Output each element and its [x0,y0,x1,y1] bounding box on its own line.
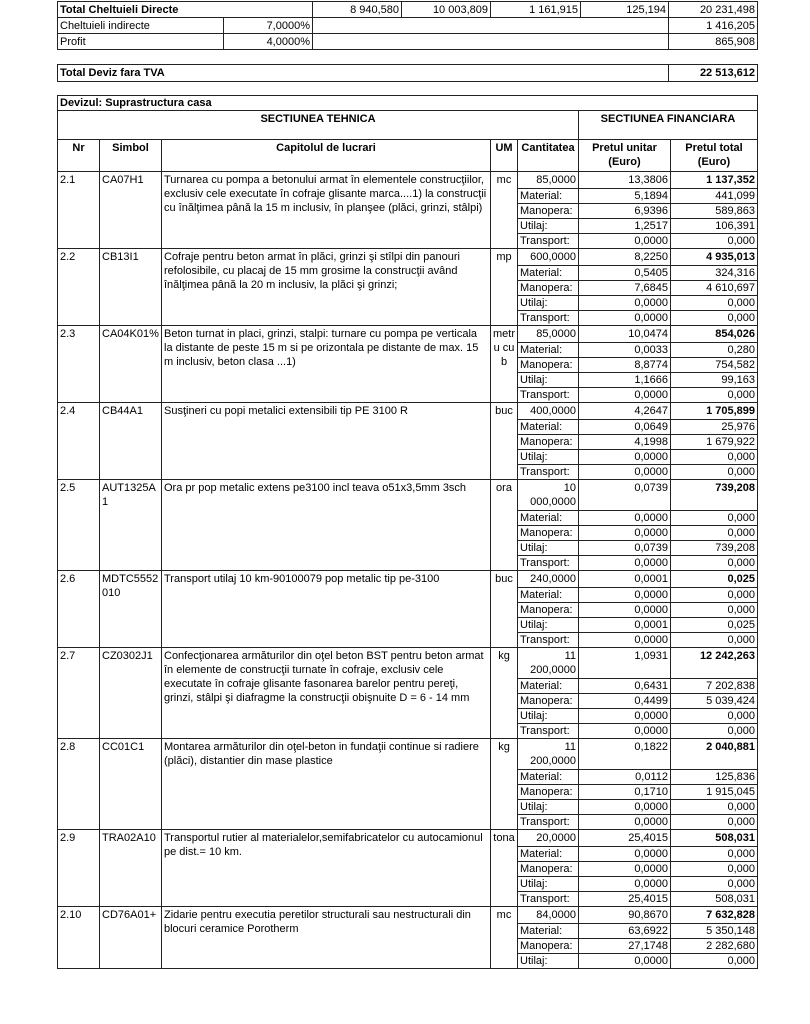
item-simbol: CB13I1 [100,249,162,326]
total-direct-value: 8 940,580 [313,2,402,18]
cost-total-price: 25,976 [671,420,758,435]
cost-type-label: Transport: [518,234,579,249]
item-pret-unitar: 10,0474 [579,326,671,343]
cost-unit-price: 6,9396 [579,204,671,219]
item-simbol: CZ0302J1 [100,648,162,739]
item-cantitate: 600,0000 [518,249,579,266]
item-pret-unitar: 13,3806 [579,172,671,189]
item-capitol: Montarea armăturilor din oţel-beton in fundaţii continue si radiere (plăci), distantier din mase plastice [162,739,491,830]
item-capitol: Confecţionarea armăturilor din oţel beton BST pentru beton armat în elemente de construcţii turnate în cofraje, exclusiv cele executate în cofraje glisante fasonarea barelor pentru pereţi, grinzi, stâlpi şi diafragme la construcţii obişnuite D = 6 - 14 mm [162,648,491,739]
cost-type-label: Transport: [518,892,579,907]
item-pret-total: 1 705,899 [671,403,758,420]
cost-unit-price: 0,0000 [579,603,671,618]
cost-type-label: Manopera: [518,435,579,450]
item-nr: 2.3 [58,326,100,403]
item-um: metru cub [491,326,518,403]
cost-type-label: Material: [518,588,579,603]
cost-type-label: Transport: [518,465,579,480]
cost-total-price: 0,000 [671,526,758,541]
item-pret-total: 12 242,263 [671,648,758,679]
cost-type-label: Transport: [518,815,579,830]
cost-total-price: 0,000 [671,296,758,311]
section-row [58,111,758,140]
cost-type-label: Manopera: [518,526,579,541]
cost-total-price: 106,391 [671,219,758,234]
cost-type-label: Utilaj: [518,709,579,724]
profit-value: 865,908 [669,34,758,50]
cost-total-price: 0,000 [671,847,758,862]
item-um: buc [491,403,518,480]
item-pret-unitar: 1,0931 [579,648,671,679]
cost-type-label: Manopera: [518,862,579,877]
item-pret-unitar: 0,1822 [579,739,671,770]
cost-type-label: Utilaj: [518,373,579,388]
cost-total-price: 508,031 [671,892,758,907]
cost-total-price: 4 610,697 [671,281,758,296]
item-pret-total: 1 137,352 [671,172,758,189]
item-nr: 2.7 [58,648,100,739]
item-pret-total: 2 040,881 [671,739,758,770]
item-row [58,172,758,189]
cost-total-price: 0,000 [671,800,758,815]
item-pret-unitar: 8,2250 [579,249,671,266]
cost-total-price: 5 350,148 [671,924,758,939]
cost-total-price: 0,000 [671,709,758,724]
profit-percent: 4,0000% [224,34,313,50]
cost-unit-price: 0,6431 [579,679,671,694]
total-direct-total: 20 231,498 [669,2,758,18]
cost-type-label: Material: [518,266,579,281]
item-nr: 2.2 [58,249,100,326]
cost-type-label: Material: [518,924,579,939]
cost-unit-price: 1,1666 [579,373,671,388]
cost-unit-price: 0,0000 [579,588,671,603]
empty-cell [313,34,669,50]
total-direct-value: 125,194 [581,2,669,18]
item-nr: 2.4 [58,403,100,480]
cost-total-price: 0,000 [671,815,758,830]
item-pret-unitar: 90,8670 [579,907,671,924]
cost-type-label: Utilaj: [518,800,579,815]
item-um: kg [491,739,518,830]
item-capitol: Susţineri cu popi metalici extensibili tip PE 3100 R [162,403,491,480]
cost-unit-price: 0,0739 [579,541,671,556]
cost-total-price: 441,099 [671,189,758,204]
cost-type-label: Utilaj: [518,541,579,556]
cost-total-price: 0,000 [671,724,758,739]
item-pret-unitar: 4,2647 [579,403,671,420]
cost-type-label: Manopera: [518,785,579,800]
cost-unit-price: 0,0000 [579,388,671,403]
item-row [58,907,758,924]
cost-unit-price: 0,0000 [579,847,671,862]
profit-row [58,34,758,50]
item-um: ora [491,480,518,571]
deviz-title: Devizul: Suprastructura casa [58,96,758,111]
col-pret-total: Pretul total (Euro) [671,140,758,172]
item-cantitate: 11 200,0000 [518,648,579,679]
cost-total-price: 0,000 [671,588,758,603]
cost-total-price: 125,836 [671,770,758,785]
deviz-items [58,172,758,969]
cost-unit-price: 0,0000 [579,709,671,724]
item-pret-unitar: 0,0001 [579,571,671,588]
item-um: tona [491,830,518,907]
col-capitol: Capitolul de lucrari [162,140,491,172]
cost-type-label: Utilaj: [518,219,579,234]
cost-type-label: Utilaj: [518,954,579,969]
col-um: UM [491,140,518,172]
cost-type-label: Material: [518,679,579,694]
cost-type-label: Material: [518,770,579,785]
cost-total-price: 5 039,424 [671,694,758,709]
item-pret-unitar: 0,0739 [579,480,671,511]
cost-type-label: Transport: [518,724,579,739]
cost-total-price: 0,000 [671,877,758,892]
item-cantitate: 85,0000 [518,326,579,343]
cost-unit-price: 0,0000 [579,862,671,877]
item-pret-unitar: 25,4015 [579,830,671,847]
item-nr: 2.8 [58,739,100,830]
cost-unit-price: 0,0000 [579,633,671,648]
cost-type-label: Manopera: [518,204,579,219]
cost-total-price: 0,000 [671,388,758,403]
col-pret-unitar: Pretul unitar (Euro) [579,140,671,172]
col-simbol: Simbol [100,140,162,172]
cost-unit-price: 4,1998 [579,435,671,450]
cost-total-price: 1 915,045 [671,785,758,800]
cost-unit-price: 63,6922 [579,924,671,939]
cost-unit-price: 0,0000 [579,296,671,311]
indirect-row [58,18,758,34]
cost-total-price: 589,863 [671,204,758,219]
total-direct-value: 1 161,915 [491,2,581,18]
cost-unit-price: 0,0033 [579,343,671,358]
item-simbol: CA07H1 [100,172,162,249]
total-direct-label: Total Cheltuieli Directe [58,2,313,18]
item-row [58,326,758,343]
cost-unit-price: 0,0000 [579,556,671,571]
cost-type-label: Transport: [518,311,579,326]
item-row [58,249,758,266]
item-cantitate: 20,0000 [518,830,579,847]
item-capitol: Transport utilaj 10 km-90100079 pop metalic tip pe-3100 [162,571,491,648]
cost-unit-price: 8,8774 [579,358,671,373]
cost-unit-price: 0,0000 [579,311,671,326]
cost-total-price: 0,000 [671,511,758,526]
item-cantitate: 240,0000 [518,571,579,588]
cost-unit-price: 0,0000 [579,724,671,739]
cost-total-price: 0,000 [671,465,758,480]
cost-total-price: 739,208 [671,541,758,556]
cost-unit-price: 0,0000 [579,511,671,526]
cost-total-price: 0,025 [671,618,758,633]
cost-type-label: Utilaj: [518,450,579,465]
cost-total-price: 0,000 [671,862,758,877]
section-tehnica: SECTIUNEA TEHNICA [58,111,579,140]
item-nr: 2.1 [58,172,100,249]
cost-unit-price: 0,5405 [579,266,671,281]
cost-unit-price: 0,0000 [579,815,671,830]
item-um: kg [491,648,518,739]
profit-label: Profit [58,34,224,50]
item-simbol: MDTC5552010 [100,571,162,648]
item-simbol: CC01C1 [100,739,162,830]
item-row [58,480,758,511]
item-capitol: Ora pr pop metalic extens pe3100 incl teava o51x3,5mm 3sch [162,480,491,571]
item-um: buc [491,571,518,648]
cost-unit-price: 0,0000 [579,234,671,249]
item-pret-total: 508,031 [671,830,758,847]
item-um: mp [491,249,518,326]
item-cantitate: 84,0000 [518,907,579,924]
cost-total-price: 2 282,680 [671,939,758,954]
cost-unit-price: 0,4499 [579,694,671,709]
cost-unit-price: 0,0000 [579,465,671,480]
cost-unit-price: 0,0000 [579,877,671,892]
item-cantitate: 85,0000 [518,172,579,189]
indirect-percent: 7,0000% [224,18,313,34]
cost-total-price: 1 679,922 [671,435,758,450]
col-cantitate: Cantitatea [518,140,579,172]
item-row [58,571,758,588]
total-deviz-value: 22 513,612 [669,65,758,82]
item-row [58,648,758,679]
item-cantitate: 400,0000 [518,403,579,420]
item-cantitate: 10 000,0000 [518,480,579,511]
cost-total-price: 0,000 [671,556,758,571]
item-simbol: CB44A1 [100,403,162,480]
cost-unit-price: 0,0001 [579,618,671,633]
item-capitol: Turnarea cu pompa a betonului armat în elementele construcţiilor, exclusiv cele executate în cofraje glisante marca....1) la construcţii cu înălţimea până la 15 m inclusiv, în planşee (plăci, grinzi, stâlpi) [162,172,491,249]
column-header-row [58,140,758,172]
cost-type-label: Transport: [518,633,579,648]
cost-unit-price: 27,1748 [579,939,671,954]
cost-type-label: Material: [518,847,579,862]
cost-total-price: 0,000 [671,603,758,618]
col-nr: Nr [58,140,100,172]
item-nr: 2.9 [58,830,100,907]
cost-total-price: 0,000 [671,234,758,249]
cost-type-label: Utilaj: [518,296,579,311]
cost-unit-price: 5,1894 [579,189,671,204]
item-pret-total: 854,026 [671,326,758,343]
cost-total-price: 0,000 [671,633,758,648]
item-capitol: Cofraje pentru beton armat în plăci, grinzi şi stîlpi din panouri refolosibile, cu placaj de 15 mm grosime la construcţii având înălţimea până la 20 m inclusiv, la plăci şi grinzi; [162,249,491,326]
item-simbol: TRA02A10 [100,830,162,907]
total-deviz-table [57,64,758,82]
cost-type-label: Transport: [518,556,579,571]
cost-unit-price: 1,2517 [579,219,671,234]
cost-type-label: Material: [518,343,579,358]
item-row [58,739,758,770]
cost-type-label: Transport: [518,388,579,403]
cost-unit-price: 0,0112 [579,770,671,785]
cost-type-label: Manopera: [518,939,579,954]
deviz-table [57,95,758,969]
item-pret-total: 7 632,828 [671,907,758,924]
cost-type-label: Manopera: [518,358,579,373]
item-nr: 2.10 [58,907,100,969]
total-deviz-label: Total Deviz fara TVA [58,65,669,82]
cost-type-label: Material: [518,189,579,204]
item-simbol: CD76A01+ [100,907,162,969]
cost-unit-price: 0,0000 [579,954,671,969]
cost-type-label: Material: [518,420,579,435]
item-simbol: CA04K01% [100,326,162,403]
cost-unit-price: 0,0000 [579,526,671,541]
item-pret-total: 739,208 [671,480,758,511]
section-financiara: SECTIUNEA FINANCIARA [579,111,758,140]
summary-table [57,1,758,50]
cost-total-price: 0,000 [671,311,758,326]
item-capitol: Beton turnat in placi, grinzi, stalpi: turnare cu pompa pe verticala la distante de peste 15 m si pe orizontala pe distante de max. 15 m inclusiv, beton clasa ...1) [162,326,491,403]
cost-type-label: Manopera: [518,281,579,296]
cost-type-label: Utilaj: [518,618,579,633]
empty-cell [313,18,669,34]
cost-unit-price: 0,0649 [579,420,671,435]
cost-unit-price: 7,6845 [579,281,671,296]
total-direct-value: 10 003,809 [402,2,491,18]
item-pret-total: 0,025 [671,571,758,588]
indirect-label: Cheltuieli indirecte [58,18,224,34]
cost-type-label: Manopera: [518,603,579,618]
cost-unit-price: 25,4015 [579,892,671,907]
item-capitol: Zidarie pentru executia peretilor structurali sau nestructurali din blocuri ceramice Porotherm [162,907,491,969]
deviz-title-row [58,96,758,111]
total-deviz-row [58,65,758,82]
cost-total-price: 0,000 [671,954,758,969]
item-um: mc [491,172,518,249]
item-cantitate: 11 200,0000 [518,739,579,770]
item-nr: 2.6 [58,571,100,648]
cost-total-price: 324,316 [671,266,758,281]
cost-total-price: 7 202,838 [671,679,758,694]
item-capitol: Transportul rutier al materialelor,semifabricatelor cu autocamionul pe dist.= 10 km. [162,830,491,907]
cost-unit-price: 0,0000 [579,800,671,815]
total-direct-row [58,2,758,18]
cost-type-label: Utilaj: [518,877,579,892]
cost-unit-price: 0,1710 [579,785,671,800]
item-nr: 2.5 [58,480,100,571]
indirect-value: 1 416,205 [669,18,758,34]
cost-total-price: 754,582 [671,358,758,373]
item-simbol: AUT1325A1 [100,480,162,571]
cost-total-price: 0,000 [671,450,758,465]
cost-total-price: 99,163 [671,373,758,388]
cost-type-label: Material: [518,511,579,526]
cost-unit-price: 0,0000 [579,450,671,465]
item-um: mc [491,907,518,969]
item-pret-total: 4 935,013 [671,249,758,266]
item-row [58,830,758,847]
item-row [58,403,758,420]
cost-type-label: Manopera: [518,694,579,709]
cost-total-price: 0,280 [671,343,758,358]
